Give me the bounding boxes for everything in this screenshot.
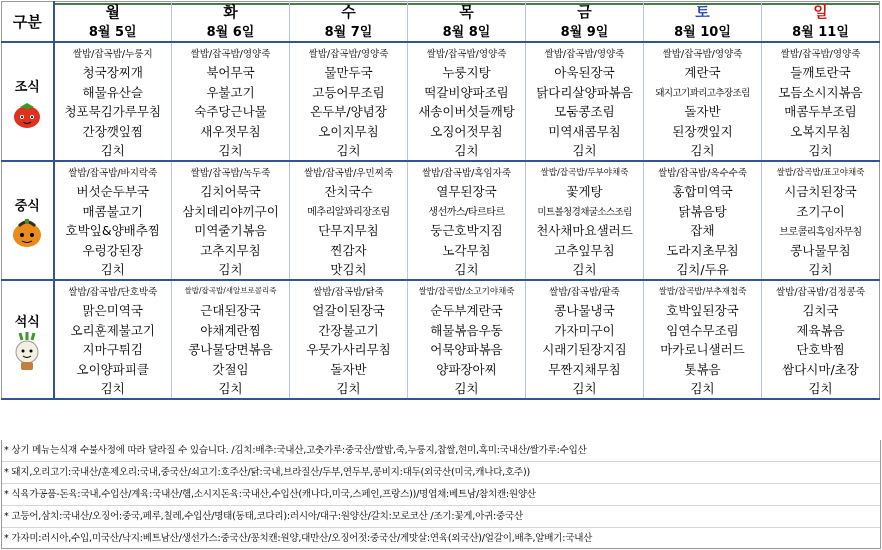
menu-item: 김치: [644, 141, 762, 162]
date-sun: 8월 11일: [762, 20, 880, 42]
menu-item: 쌀밥/잡곡밥/영양죽: [762, 42, 880, 63]
menu-item: 둥근호박지짐: [408, 221, 526, 241]
menu-item: 들깨토란국: [762, 63, 880, 83]
meal-row: [2, 161, 880, 182]
menu-item: 생선까스/타르타르: [408, 201, 526, 221]
menu-item: 김치: [762, 141, 880, 162]
date-mon: 8월 5일: [54, 20, 172, 42]
menu-item: 물만두국: [290, 63, 408, 83]
menu-item: 쌀밥/잡곡밥/검정콩죽: [762, 280, 880, 301]
menu-item: 쌈다시마/초장: [762, 359, 880, 379]
date-tue: 8월 6일: [172, 20, 290, 42]
menu-item: 오복지무침: [762, 121, 880, 141]
note-line: * 상기 메뉴는식재 수불사정에 따라 달라질 수 있습니다. /김치:배추:국내산,고춧가루:중국산/쌀밥,죽,누룽지,찹쌀,현미,흑미:국내산/쌀가루:수입산: [2, 440, 880, 462]
menu-item: 모듬소시지볶음: [762, 82, 880, 102]
menu-item: 조기구이: [762, 201, 880, 221]
day-name-sun: 일: [762, 2, 880, 21]
menu-item: 톳볶음: [644, 359, 762, 379]
meal-label-2: [2, 280, 54, 399]
menu-item: 메추리알꽈리장조림: [290, 201, 408, 221]
menu-item: 돌자반: [644, 102, 762, 122]
menu-item: 김치: [644, 379, 762, 400]
menu-item: 김치: [408, 379, 526, 400]
menu-item: 우뭇가사리무침: [290, 340, 408, 360]
menu-item: 양파장아찌: [408, 359, 526, 379]
menu-item: 시래기된장지짐: [526, 340, 644, 360]
menu-item: 잔치국수: [290, 182, 408, 202]
menu-item: 우렁강된장: [54, 240, 172, 260]
menu-item: 김치국: [762, 301, 880, 321]
menu-item: 북어무국: [172, 63, 290, 83]
menu-item: 쌀밥/잡곡밥/닭죽: [290, 280, 408, 301]
menu-item: 김치어묵국: [172, 182, 290, 202]
menu-item: 숙주당근나물: [172, 102, 290, 122]
menu-item: 우불고기: [172, 82, 290, 102]
day-name-mon: 월: [54, 2, 172, 21]
menu-item: 김치: [408, 141, 526, 162]
menu-item: 김치: [290, 379, 408, 400]
menu-item: 가자미구이: [526, 320, 644, 340]
menu-item: 지마구튀김: [54, 340, 172, 360]
menu-item: 버섯순두부국: [54, 182, 172, 202]
menu-item: 시금치된장국: [762, 182, 880, 202]
menu-item: 매콤두부조림: [762, 102, 880, 122]
meal-row: [2, 121, 880, 141]
menu-item: 김치: [408, 260, 526, 281]
menu-item: 쌀밥/잡곡밥/두부야채죽: [526, 161, 644, 182]
menu-item: 삼치데리야끼구이: [172, 201, 290, 221]
menu-item: 어묵양파볶음: [408, 340, 526, 360]
menu-item: 김치: [526, 379, 644, 400]
menu-item: 김치/두유: [644, 260, 762, 281]
day-name-thu: 목: [408, 2, 526, 21]
menu-item: 얼갈이된장국: [290, 301, 408, 321]
menu-item: 해물유산슬: [54, 82, 172, 102]
menu-item: 김치: [762, 379, 880, 400]
day-name-fri: 금: [526, 2, 644, 21]
menu-item: 홍합미역국: [644, 182, 762, 202]
date-wed: 8월 7일: [290, 20, 408, 42]
menu-item: 오징어젓무침: [408, 121, 526, 141]
menu-item: 김치: [172, 141, 290, 162]
menu-item: 무짠지채무침: [526, 359, 644, 379]
menu-item: 김치: [172, 379, 290, 400]
menu-item: 아욱된장국: [526, 63, 644, 83]
menu-item: 쌀밥/잡곡밥/단호박죽: [54, 280, 172, 301]
menu-item: 쌀밥/잡곡밥/영양죽: [290, 42, 408, 63]
menu-item: 야채계란찜: [172, 320, 290, 340]
menu-item: 미트볼청경채굴소스조림: [526, 201, 644, 221]
meal-row: [2, 340, 880, 360]
menu-item: 잡채: [644, 221, 762, 241]
meal-row: [2, 260, 880, 281]
menu-item: 오리훈제불고기: [54, 320, 172, 340]
menu-item: 천사채마요샐러드: [526, 221, 644, 241]
menu-item: 쌀밥/잡곡밥/새알브로콜리죽: [172, 280, 290, 301]
menu-item: 김치: [54, 260, 172, 281]
menu-item: 호박잎된장국: [644, 301, 762, 321]
pumpkin-mascot: [10, 216, 44, 253]
meal-row: [2, 63, 880, 83]
menu-item: 오이양파피클: [54, 359, 172, 379]
meal-row: [2, 221, 880, 241]
menu-item: 쌀밥/잡곡밥/영양죽: [408, 42, 526, 63]
day-name-sat: 토: [644, 2, 762, 21]
date-sat: 8월 10일: [644, 20, 762, 42]
menu-item: 김치: [526, 141, 644, 162]
menu-item: 닭볶음탕: [644, 201, 762, 221]
menu-item: 도라지초무침: [644, 240, 762, 260]
radish-mascot: [10, 332, 44, 375]
meal-row: [2, 42, 880, 63]
menu-item: 김치: [54, 141, 172, 162]
menu-item: 간장불고기: [290, 320, 408, 340]
meal-label-0: [2, 42, 54, 161]
menu-item: 김치: [526, 260, 644, 281]
menu-item: 김치: [172, 260, 290, 281]
menu-item: 쌀밥/잡곡밥/누룽지: [54, 42, 172, 63]
menu-item: 청포묵김가루무침: [54, 102, 172, 122]
menu-item: 순두부계란국: [408, 301, 526, 321]
meal-name: 석식: [14, 314, 40, 330]
day-name-tue: 화: [172, 2, 290, 21]
menu-item: 돼지고기꽈리고추장조림: [644, 82, 762, 102]
menu-item: 온두부/양념장: [290, 102, 408, 122]
menu-item: 단무지무침: [290, 221, 408, 241]
menu-item: 쌀밥/잡곡밥/표고야채죽: [762, 161, 880, 182]
meal-rows: [2, 42, 880, 399]
menu-item: 호박잎&양배추찜: [54, 221, 172, 241]
menu-item: 쌀밥/잡곡밥/부추재첩죽: [644, 280, 762, 301]
gubun-header: 구분: [2, 2, 54, 43]
note-line: * 가자미:러시아,수입,미국산/낙지:베트남산/생선가스:중국산/꽁치캔:원양,대만산/오징어젓:중국산/게맛살:연육(외국산)/얼갈이,배추,알배기:국내산: [4, 533, 593, 544]
menu-item: 콩나물무침: [762, 240, 880, 260]
menu-item: 쌀밥/잡곡밥/흑임자죽: [408, 161, 526, 182]
note-line: * 고등어,삼치:국내산/오징어:중국,페루,칠레,수입산/명태(동태,코다리):러시아/대구:원양산/갈치:모로코산 /조기:꽃게,아귀:중국산: [2, 506, 880, 528]
menu-item: 쌀밥/잡곡밥/녹두죽: [172, 161, 290, 182]
menu-item: 쌀밥/잡곡밥/영양죽: [644, 42, 762, 63]
menu-item: 갓절임: [172, 359, 290, 379]
menu-item: 간장깻잎찜: [54, 121, 172, 141]
meal-row: [2, 201, 880, 221]
day-name-wed: 수: [290, 2, 408, 21]
meal-row: [2, 141, 880, 162]
menu-item: 근대된장국: [172, 301, 290, 321]
menu-item: 맑은미역국: [54, 301, 172, 321]
menu-item: 쌀밥/잡곡밥/팥죽: [526, 280, 644, 301]
menu-item: 닭다리살양파볶음: [526, 82, 644, 102]
tomato-mascot: [10, 97, 44, 134]
menu-item: 모둠콩조림: [526, 102, 644, 122]
weekly-menu-table: [1, 1, 880, 400]
menu-item: 오이지무침: [290, 121, 408, 141]
menu-item: 노각무침: [408, 240, 526, 260]
menu-item: 새우젓무침: [172, 121, 290, 141]
menu-item: 고추잎무침: [526, 240, 644, 260]
meal-row: [2, 320, 880, 340]
meal-name: 조식: [14, 79, 40, 95]
menu-item: 된장깻잎지: [644, 121, 762, 141]
menu-item: 쌀밥/잡곡밥/옥수수죽: [644, 161, 762, 182]
menu-item: 쌀밥/잡곡밥/영양죽: [172, 42, 290, 63]
menu-item: 청국장찌개: [54, 63, 172, 83]
meal-row: [2, 359, 880, 379]
meal-row: [2, 240, 880, 260]
meal-row: [2, 182, 880, 202]
menu-item: 단호박찜: [762, 340, 880, 360]
menu-item: 쌀밥/잡곡밥/바지락죽: [54, 161, 172, 182]
menu-item: 돌자반: [290, 359, 408, 379]
menu-item: 열무된장국: [408, 182, 526, 202]
menu-item: 새송이버섯들깨탕: [408, 102, 526, 122]
menu-item: 떡갈비양파조림: [408, 82, 526, 102]
menu-item: 계란국: [644, 63, 762, 83]
meal-row: [2, 82, 880, 102]
menu-item: 미역줄기볶음: [172, 221, 290, 241]
menu-item: 찐감자: [290, 240, 408, 260]
notes-section: [1, 440, 881, 549]
date-thu: 8월 8일: [408, 20, 526, 42]
menu-item: 해물볶음우동: [408, 320, 526, 340]
meal-row: [2, 379, 880, 400]
menu-item: 맛김치: [290, 260, 408, 281]
date-fri: 8월 9일: [526, 20, 644, 42]
meal-row: [2, 280, 880, 301]
note-line: * 돼지,오리고기:국내산/훈제오리:국내,중국산/쇠고기:호주산/닭:국내,브라질산/두부,연두부,콩비지:대두(외국산(미국,캐나다,호주)): [2, 462, 880, 484]
menu-item: 매콤불고기: [54, 201, 172, 221]
meal-row: [2, 102, 880, 122]
note-line: * 식육가공품-돈육:국내,수입산/계육:국내산/햄,소시지돈육:국내산,수입산(캐나다,미국,스페인,프랑스))/명엽채:베트남/참치캔:원양산: [2, 484, 880, 506]
menu-item: 제육볶음: [762, 320, 880, 340]
menu-item: 콩나물당면볶음: [172, 340, 290, 360]
menu-item: 미역새콤무침: [526, 121, 644, 141]
menu-item: 꽃게탕: [526, 182, 644, 202]
meal-name: 중식: [14, 198, 40, 214]
menu-item: 쌀밥/잡곡밥/소고기야채죽: [408, 280, 526, 301]
menu-item: 김치: [54, 379, 172, 400]
menu-item: 콩나물냉국: [526, 301, 644, 321]
meal-label-1: [2, 161, 54, 280]
menu-item: 임연수무조림: [644, 320, 762, 340]
menu-item: 고등어무조림: [290, 82, 408, 102]
menu-item: 마카로니샐러드: [644, 340, 762, 360]
menu-item: 김치: [290, 141, 408, 162]
meal-row: [2, 301, 880, 321]
menu-item: 누룽지탕: [408, 63, 526, 83]
menu-item: 쌀밥/잡곡밥/영양죽: [526, 42, 644, 63]
menu-item: 쌀밥/잡곡밥/우민찌죽: [290, 161, 408, 182]
menu-item: 고추지무침: [172, 240, 290, 260]
menu-item: 브로콜리흑임자무침: [762, 221, 880, 241]
menu-item: 김치: [762, 260, 880, 281]
